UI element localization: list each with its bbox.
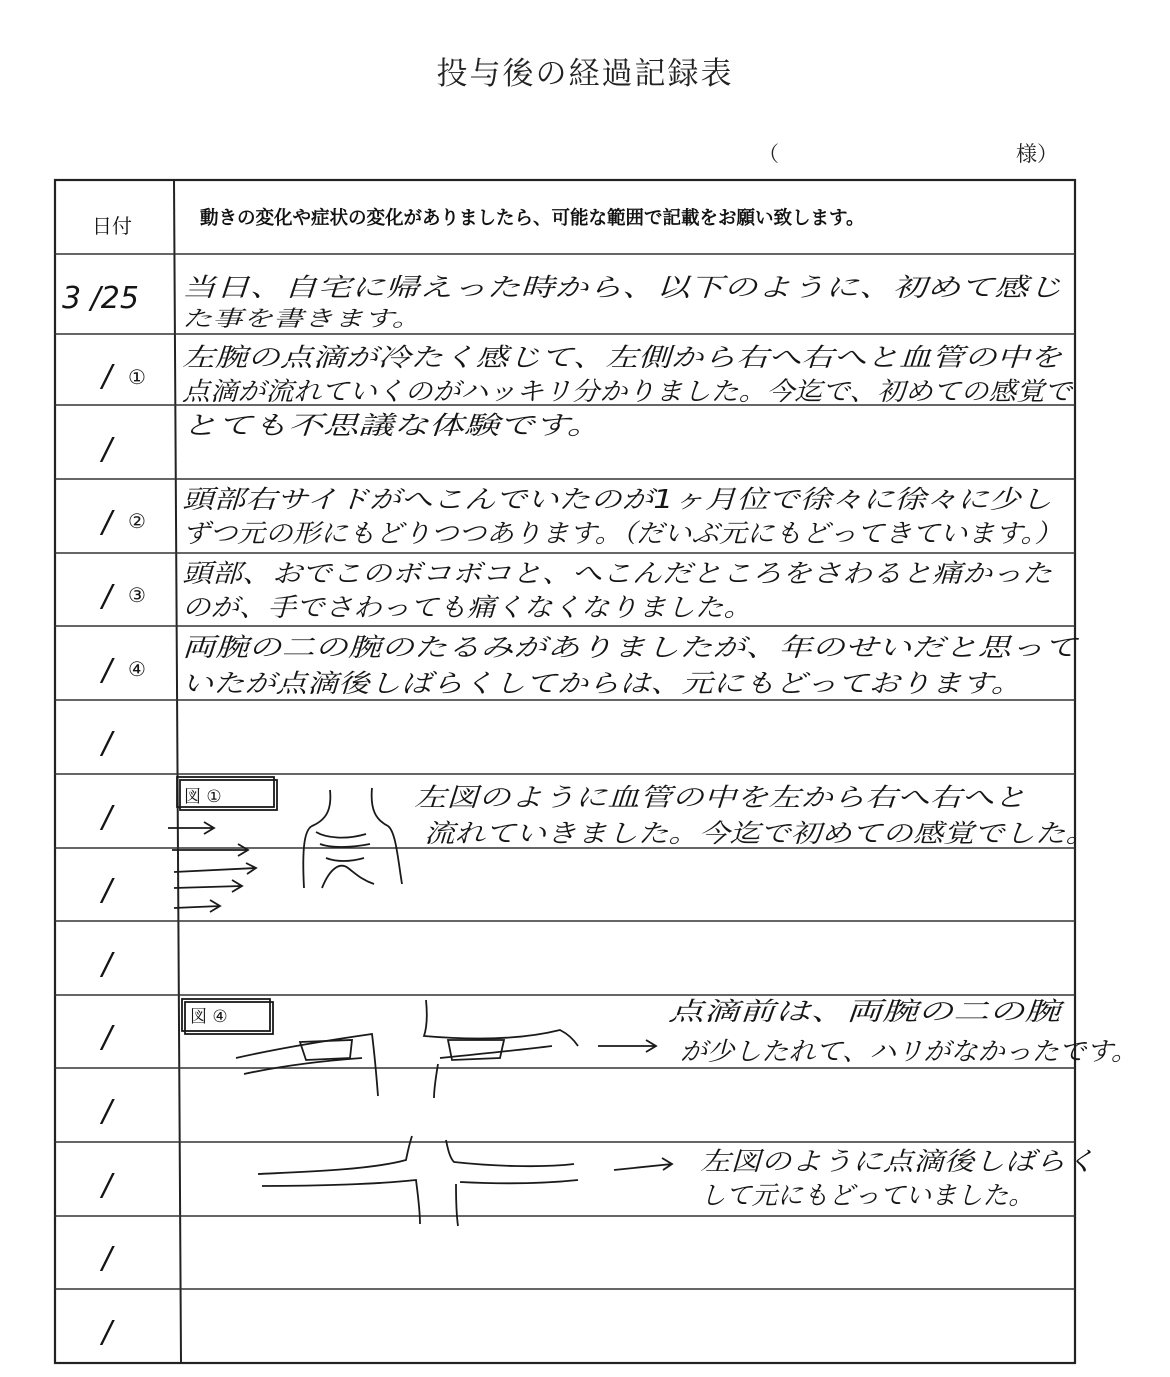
row-date: / <box>102 873 113 908</box>
figure-after-caption-line: して元にもどっていました。 <box>700 1181 1034 1211</box>
row-marker: ① <box>128 365 146 389</box>
row-text-line: とても不思議な体験です。 <box>182 411 602 441</box>
row-date: / <box>102 726 113 761</box>
row-date: / <box>102 359 113 394</box>
row-date: / <box>102 1315 113 1350</box>
row-marker: ② <box>128 509 146 533</box>
figure-1-label: 図 ① <box>184 787 222 807</box>
figure-4-caption-line: 点滴前は、両腕の二の腕 <box>668 997 1065 1027</box>
row-marker: ③ <box>128 583 146 607</box>
row-date: / <box>102 432 113 467</box>
row-date: / <box>102 1020 113 1055</box>
row-date: / <box>102 1241 113 1276</box>
row-text-line: いたが点滴後しばらくしてからは、元にもどっております。 <box>182 669 1022 699</box>
row-text-line: ずつ元の形にもどりつつあります。（だいぶ元にもどってきています。） <box>182 519 1062 549</box>
header-date-label: 日付 <box>92 214 132 238</box>
row-lines <box>55 254 1075 1289</box>
table-row <box>99 633 1080 699</box>
name-suffix: 様） <box>1016 142 1058 166</box>
header-instructions: 動きの変化や症状の変化がありましたら、可能な範囲で記載をお願い致します。 <box>200 208 865 229</box>
row-date: / <box>102 653 113 688</box>
figure-1-caption-line: 左図のように血管の中を左から右へ右へと <box>414 783 1026 813</box>
table-row <box>99 343 1074 407</box>
row-date: / <box>102 947 113 982</box>
row-text-line: のが、手でさわっても痛くなくなりました。 <box>182 593 752 623</box>
figure-4-caption-line: が少したれて、ハリがなかったです。 <box>680 1037 1138 1067</box>
row-text-line: 当日、自宅に帰えった時から、以下のように、初めて感じ <box>182 273 1062 303</box>
row-date: 3 /25 <box>62 281 139 316</box>
figure-4-sketch <box>182 999 672 1226</box>
row-text-line: た事を書きます。 <box>182 307 422 332</box>
figure-1-caption-line: 流れていきました。今迄で初めての感覚でした。 <box>424 819 1096 849</box>
row-marker: ④ <box>128 657 146 681</box>
row-text-line: 両腕の二の腕のたるみがありましたが、年のせいだと思って <box>182 633 1081 663</box>
row-text-line: 左腕の点滴が冷たく感じて、左側から右へ右へと血管の中を <box>182 343 1063 373</box>
table-row <box>99 485 1062 549</box>
figure-after-caption-line: 左図のように点滴後しばらく <box>700 1147 1096 1177</box>
row-text-line: 頭部右サイドがへこんでいたのが1ヶ月位で徐々に徐々に少し <box>182 485 1052 515</box>
row-date: / <box>102 800 113 835</box>
name-open-paren: （ <box>758 142 779 166</box>
row-date: / <box>102 1094 113 1129</box>
row-date: / <box>102 505 113 540</box>
table-row <box>62 273 1062 332</box>
row-text-line: 頭部、おでこのボコボコと、へこんだところをさわると痛かった <box>182 559 1053 589</box>
column-divider <box>174 180 181 1363</box>
document-title: 投与後の経過記録表 <box>436 56 734 92</box>
table-row <box>99 559 1053 623</box>
figure-4-label: 図 ④ <box>190 1007 228 1027</box>
row-date: / <box>102 579 113 614</box>
row-date: / <box>102 1168 113 1203</box>
row-text-line: 点滴が流れていくのがハッキリ分かりました。今迄で、初めての感覚で <box>182 377 1074 407</box>
